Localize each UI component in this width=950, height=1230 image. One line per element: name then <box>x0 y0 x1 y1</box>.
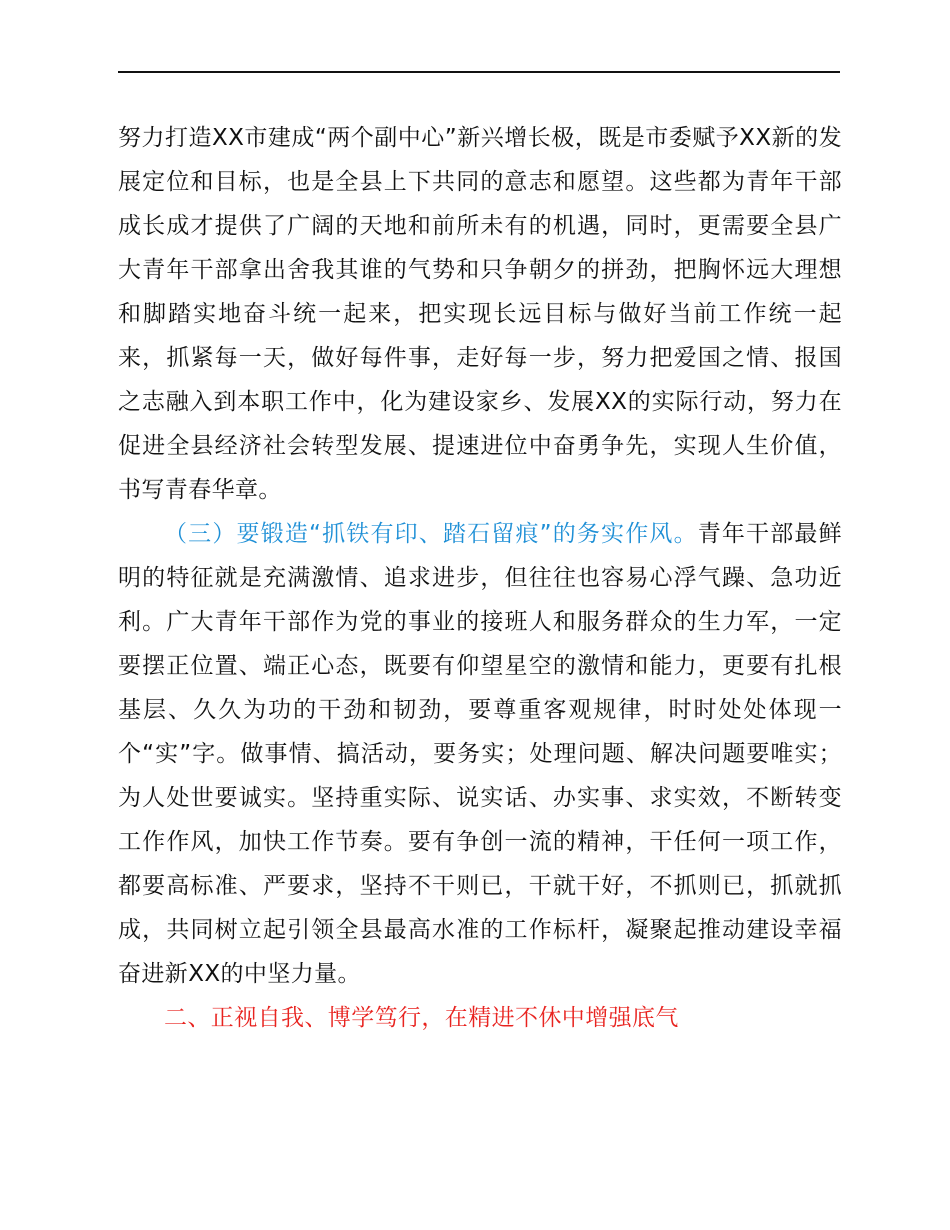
body-paragraph <box>118 512 842 996</box>
subheading: （三）要锻造“抓铁有印、踏石留痕”的务实作风。 <box>164 521 698 547</box>
section-heading: 二、正视自我、博学笃行，在精进不休中增强底气 <box>164 1005 679 1031</box>
body-paragraph: 努力打造XX市建成“两个副中心”新兴增长极，既是市委赋予XX新的发展定位和目标，也是全县上下共同的意志和愿望。这些都为青年干部成长成才提供了广阔的天地和前所未有的机遇，同时，更需要全县广大青年干部拿出舍我其谁的气势和只争朝夕的拼劲，把胸怀远大理想和脚踏实地奋斗统一起来，把实现长远目标与做好当前工作统一起来，抓紧每一天，做好每件事，走好每一步，努力把爱国之情、报国之志融入到本职工作中，化为建设家乡、发展XX的实际行动，努力在促进全县经济社会转型发展、提速进位中奋勇争先，实现人生价值，书写青春华章。 <box>118 125 842 503</box>
document-body <box>118 116 842 1040</box>
body-paragraph-text: 青年干部最鲜明的特征就是充满激情、追求进步，但往往也容易心浮气躁、急功近利。广大青年干部作为党的事业的接班人和服务群众的生力军，一定要摆正位置、端正心态，既要有仰望星空的激情和能力，更要有扎根基层、久久为功的干劲和韧劲，要尊重客观规律，时时处处体现一个“实”字。做事情、搞活动，要务实；处理问题、解决问题要唯实；为人处世要诚实。坚持重实际、说实话、办实事、求实效，不断转变工作作风，加快工作节奏。要有争创一流的精神，干任何一项工作，都要高标准、严要求，坚持不干则已，干就干好，不抓则已，抓就抓成，共同树立起引领全县最高水准的工作标杆，凝聚起推动建设幸福奋进新XX的中坚力量。 <box>118 521 843 987</box>
header-rule <box>118 71 840 73</box>
